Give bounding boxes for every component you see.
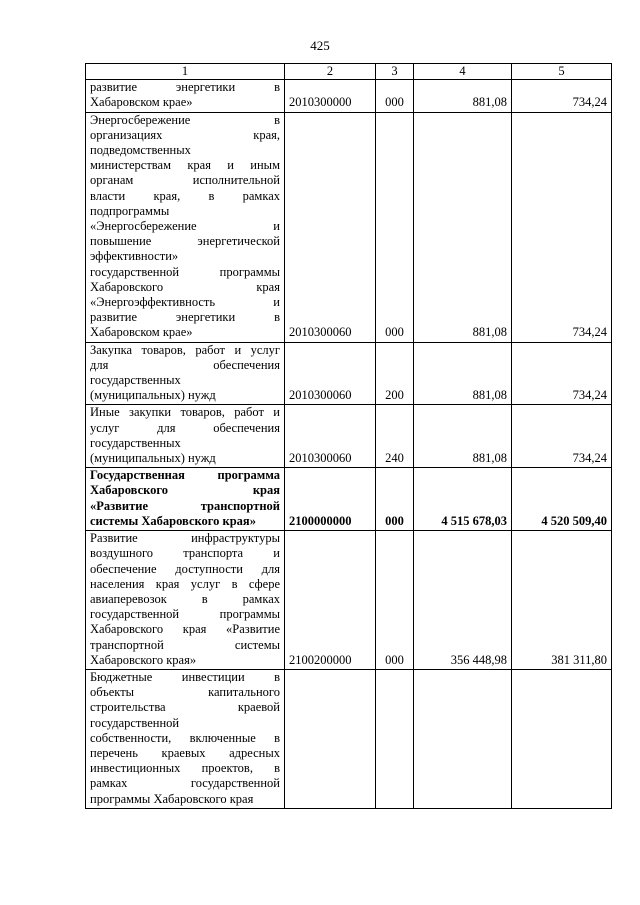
- description-line: населения края услуг в сфере: [90, 576, 280, 591]
- budget-table: [85, 63, 612, 809]
- header-cell-5: 5: [512, 64, 612, 80]
- description-line: власти края, в рамках: [90, 188, 280, 203]
- description-line: подпрограммы: [90, 203, 170, 218]
- description-line: государственных: [90, 435, 181, 450]
- row-sum-1: 881,08: [414, 112, 512, 342]
- description-line: Бюджетные инвестиции в: [90, 669, 280, 684]
- description-line: Хабаровского края «Развитие: [90, 622, 280, 637]
- description-line: развитие энергетики в: [90, 310, 280, 325]
- description-line: Хабаровского края: [90, 279, 280, 294]
- description-line: «Развитие транспортной: [90, 498, 280, 513]
- description-line: инвестиционных проектов, в: [90, 761, 280, 776]
- table-header-row: [86, 64, 612, 80]
- description-line: Государственная программа: [90, 468, 280, 483]
- header-cell-3: 3: [376, 64, 414, 80]
- row-description: [86, 669, 285, 808]
- description-line: Хабаровском крае»: [90, 95, 193, 110]
- description-line: услуг для обеспечения: [90, 420, 280, 435]
- description-line: для обеспечения: [90, 357, 280, 372]
- row-sum-2: 381 311,80: [512, 531, 612, 670]
- description-line: министерствам края и иным: [90, 158, 280, 173]
- description-line: государственных: [90, 373, 181, 388]
- header-cell-4: 4: [414, 64, 512, 80]
- row-sum-2: [512, 669, 612, 808]
- row-code: 2010300060: [285, 405, 376, 468]
- table-row: [86, 405, 612, 468]
- description-line: рамках государственной: [90, 776, 280, 791]
- description-line: перечень краевых адресных: [90, 745, 280, 760]
- row-sum-2: 734,24: [512, 80, 612, 112]
- description-line: «Энергоэффективность и: [90, 295, 280, 310]
- row-sum-2: 734,24: [512, 405, 612, 468]
- row-sum-1: 881,08: [414, 342, 512, 405]
- row-code: 2010300000: [285, 80, 376, 112]
- row-type: 000: [376, 468, 414, 531]
- row-sum-2: 734,24: [512, 342, 612, 405]
- description-line: органам исполнительной: [90, 173, 280, 188]
- description-line: воздушного транспорта и: [90, 546, 280, 561]
- row-type: 000: [376, 112, 414, 342]
- row-description: [86, 342, 285, 405]
- row-code: 2010300060: [285, 342, 376, 405]
- row-type: 000: [376, 531, 414, 670]
- description-line: «Энергосбережение и: [90, 219, 280, 234]
- description-line: Развитие инфраструктуры: [90, 531, 280, 546]
- header-cell-1: 1: [86, 64, 285, 80]
- row-description: [86, 405, 285, 468]
- description-line: Закупка товаров, работ и услуг: [90, 342, 280, 357]
- description-line: строительства краевой: [90, 700, 280, 715]
- description-line: программы Хабаровского края: [90, 791, 254, 806]
- row-type: 240: [376, 405, 414, 468]
- table-row: [86, 468, 612, 531]
- row-description: [86, 468, 285, 531]
- description-line: системы Хабаровского края»: [90, 513, 256, 528]
- row-sum-1: 881,08: [414, 405, 512, 468]
- table-row: [86, 80, 612, 112]
- table-row: [86, 531, 612, 670]
- description-line: Хабаровского края»: [90, 652, 197, 667]
- description-line: обеспечение доступности для: [90, 561, 280, 576]
- row-sum-1: [414, 669, 512, 808]
- page-number: 425: [310, 38, 330, 53]
- row-code: 2100000000: [285, 468, 376, 531]
- description-line: государственной программы: [90, 264, 280, 279]
- description-line: Хабаровского края: [90, 483, 280, 498]
- description-line: (муниципальных) нужд: [90, 388, 216, 403]
- row-type: [376, 669, 414, 808]
- description-line: Иные закупки товаров, работ и: [90, 405, 280, 420]
- header-cell-2: 2: [285, 64, 376, 80]
- row-description: [86, 531, 285, 670]
- description-line: собственности, включенные в: [90, 730, 280, 745]
- description-line: государственной программы: [90, 607, 280, 622]
- row-type: 200: [376, 342, 414, 405]
- description-line: организациях края,: [90, 127, 280, 142]
- row-code: [285, 669, 376, 808]
- row-description: [86, 112, 285, 342]
- row-code: 2100200000: [285, 531, 376, 670]
- row-type: 000: [376, 80, 414, 112]
- row-description: [86, 80, 285, 112]
- row-sum-1: 881,08: [414, 80, 512, 112]
- table-row: [86, 669, 612, 808]
- description-line: объекты капитального: [90, 685, 280, 700]
- row-sum-2: 734,24: [512, 112, 612, 342]
- description-line: транспортной системы: [90, 637, 280, 652]
- description-line: повышение энергетической: [90, 234, 280, 249]
- row-code: 2010300060: [285, 112, 376, 342]
- table-row: [86, 112, 612, 342]
- description-line: Хабаровском крае»: [90, 325, 193, 340]
- row-sum-1: 356 448,98: [414, 531, 512, 670]
- description-line: государственной: [90, 715, 180, 730]
- description-line: (муниципальных) нужд: [90, 451, 216, 466]
- description-line: развитие энергетики в: [90, 80, 280, 95]
- row-sum-2: 4 520 509,40: [512, 468, 612, 531]
- row-sum-1: 4 515 678,03: [414, 468, 512, 531]
- description-line: подведомственных: [90, 143, 191, 158]
- description-line: Энергосбережение в: [90, 112, 280, 127]
- description-line: авиаперевозок в рамках: [90, 591, 280, 606]
- description-line: эффективности»: [90, 249, 179, 264]
- table-row: [86, 342, 612, 405]
